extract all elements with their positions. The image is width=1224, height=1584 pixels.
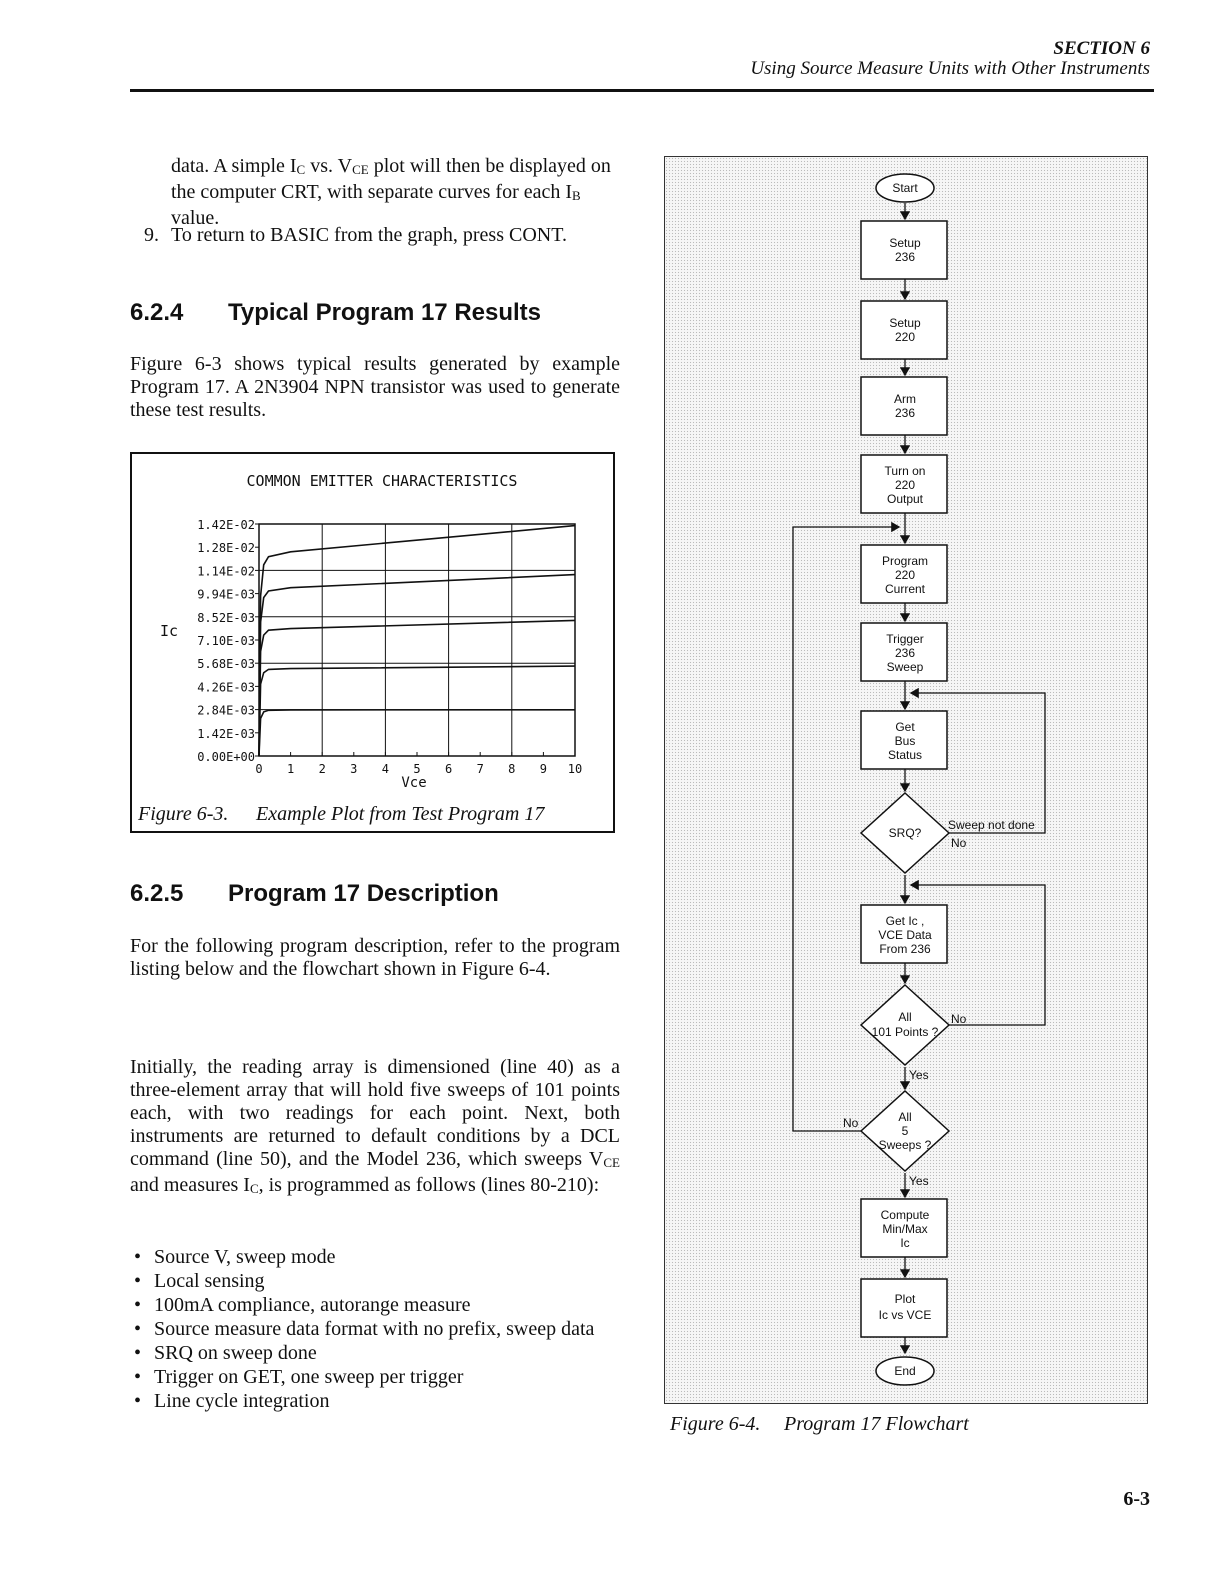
heading-6-2-4: 6.2.4 Typical Program 17 Results xyxy=(130,299,542,326)
decision-label: SRQ? xyxy=(888,826,922,840)
branch-label: No xyxy=(843,1116,859,1130)
box-label: Current xyxy=(884,582,926,596)
series-line xyxy=(259,526,575,756)
series-line xyxy=(259,666,575,756)
box-label: Compute xyxy=(880,1208,930,1222)
box-label: Min/Max xyxy=(882,1222,928,1236)
y-tick-label: 7.10E-03 xyxy=(197,634,255,648)
box-label: Program xyxy=(881,554,929,568)
x-tick-label: 6 xyxy=(444,762,453,776)
box-label: 220 xyxy=(894,568,916,582)
box-label: Plot xyxy=(894,1292,916,1306)
box-label: Arm xyxy=(894,392,916,406)
step-9: 9. To return to BASIC from the graph, press CONT. xyxy=(144,224,567,246)
box-label: Get xyxy=(895,720,915,734)
y-tick-label: 1.28E-02 xyxy=(197,541,255,556)
figure-6-3 xyxy=(130,452,615,833)
box-label: 236 xyxy=(894,646,916,660)
decision-label: 5 xyxy=(901,1124,909,1138)
box-label: Setup xyxy=(889,316,921,330)
section-label: SECTION 6 xyxy=(1053,38,1150,59)
box-label: Status xyxy=(887,748,923,762)
x-tick-label: 10 xyxy=(567,762,583,776)
plot-frame xyxy=(259,524,575,756)
branch-label: No xyxy=(951,836,967,850)
start-label: Start xyxy=(892,181,918,195)
page-number: 6-3 xyxy=(1123,1488,1150,1510)
x-tick-label: 5 xyxy=(413,762,421,776)
y-tick-label: 4.26E-03 xyxy=(197,680,255,695)
x-tick-label: 2 xyxy=(318,762,326,776)
list-item: • Source measure data format with no prefix, sweep data xyxy=(130,1317,620,1341)
section-title: Using Source Measure Units with Other Instruments xyxy=(750,58,1150,79)
box-label: Output xyxy=(886,492,924,506)
x-tick-label: 1 xyxy=(286,762,295,776)
decision-label: 101 Points ? xyxy=(871,1025,939,1039)
y-tick-label: 2.84E-03 xyxy=(197,703,255,718)
figure-6-4-caption: Figure 6-4. Program 17 Flowchart xyxy=(670,1413,969,1435)
box-label: Ic vs VCE xyxy=(878,1308,932,1322)
sec625-paragraph-2: Initially, the reading array is dimensioned (line 40) as a three-element array that will hold five sweeps of 101 points each, with two readings for each point. Next, both instruments are returned to default conditions by a DCL command (line 50), and the Model 236, which sweeps VCE and measures IC, is programmed as follows (lines 80-210): xyxy=(130,1056,620,1196)
box-label: Ic xyxy=(900,1236,910,1250)
decision-label: All xyxy=(898,1110,912,1124)
box-label: Get Ic , xyxy=(885,914,925,928)
sec625-paragraph-1: For the following program description, refer to the program listing below and the flowchart shown in Figure 6-4. xyxy=(130,935,620,980)
y-tick-label: 8.52E-03 xyxy=(197,610,255,625)
x-tick-label: 9 xyxy=(539,762,548,776)
list-item: • 100mA compliance, autorange measure xyxy=(130,1293,620,1317)
x-tick-label: 7 xyxy=(476,762,484,776)
x-tick-label: 8 xyxy=(508,762,516,776)
list-item: • SRQ on sweep done xyxy=(130,1341,620,1365)
box-label: 236 xyxy=(894,250,916,264)
series-line xyxy=(259,710,575,756)
series-line xyxy=(259,620,575,756)
flowchart-svg xyxy=(665,157,1149,1405)
y-tick-label: 9.94E-03 xyxy=(197,587,255,602)
intro-paragraph: data. A simple IC vs. VCE plot will then be displayed on the computer CRT, with separate curves for each IB value. xyxy=(171,155,611,229)
box-label: VCE Data xyxy=(878,928,932,942)
branch-label: Yes xyxy=(909,1174,929,1188)
branch-label: Yes xyxy=(909,1068,929,1082)
flowchart-figure-6-4 xyxy=(664,156,1148,1404)
box-label: Setup xyxy=(889,236,921,250)
y-tick-label: 1.14E-02 xyxy=(197,564,255,579)
y-tick-label: 1.42E-02 xyxy=(197,518,255,532)
series-line xyxy=(259,575,575,756)
box-label: Trigger xyxy=(886,632,924,646)
box-label: 220 xyxy=(894,478,916,492)
branch-label: No xyxy=(951,1012,967,1026)
sec624-paragraph: Figure 6-3 shows typical results generated by example Program 17. A 2N3904 NPN transistor was used to generate these test results. xyxy=(130,353,620,421)
header-rule xyxy=(130,89,1154,92)
y-tick-label: 0.00E+00 xyxy=(197,750,255,764)
box-label: 220 xyxy=(894,330,916,344)
y-tick-label: 5.68E-03 xyxy=(197,657,255,672)
chart-title: COMMON EMITTER CHARACTERISTICS xyxy=(246,472,518,490)
branch-label: Sweep not done xyxy=(948,818,1035,832)
x-tick-label: 3 xyxy=(350,762,358,776)
settings-list xyxy=(130,1245,620,1413)
x-tick-label: 0 xyxy=(255,762,263,776)
x-tick-label: 4 xyxy=(381,762,390,776)
box-label: Bus xyxy=(894,734,916,748)
figure-6-3-caption: Figure 6-3. Example Plot from Test Program 17 xyxy=(138,803,545,825)
list-item: • Source V, sweep mode xyxy=(130,1245,620,1269)
end-label: End xyxy=(894,1364,916,1378)
box-label: From 236 xyxy=(879,942,931,956)
list-item: • Local sensing xyxy=(130,1269,620,1293)
box-label: Sweep xyxy=(886,660,924,674)
list-item: • Line cycle integration xyxy=(130,1389,620,1413)
ic-vce-chart xyxy=(132,454,617,835)
list-item: • Trigger on GET, one sweep per trigger xyxy=(130,1365,620,1389)
y-tick-label: 1.42E-03 xyxy=(197,726,255,741)
box-label: Turn on xyxy=(884,464,926,478)
decision-label: Sweeps ? xyxy=(878,1138,932,1152)
chart-ylabel: Ic xyxy=(160,622,179,640)
box-label: 236 xyxy=(894,406,916,420)
heading-6-2-5: 6.2.5 Program 17 Description xyxy=(130,880,499,907)
chart-xlabel: Vce xyxy=(401,775,427,791)
decision-label: All xyxy=(898,1010,912,1024)
